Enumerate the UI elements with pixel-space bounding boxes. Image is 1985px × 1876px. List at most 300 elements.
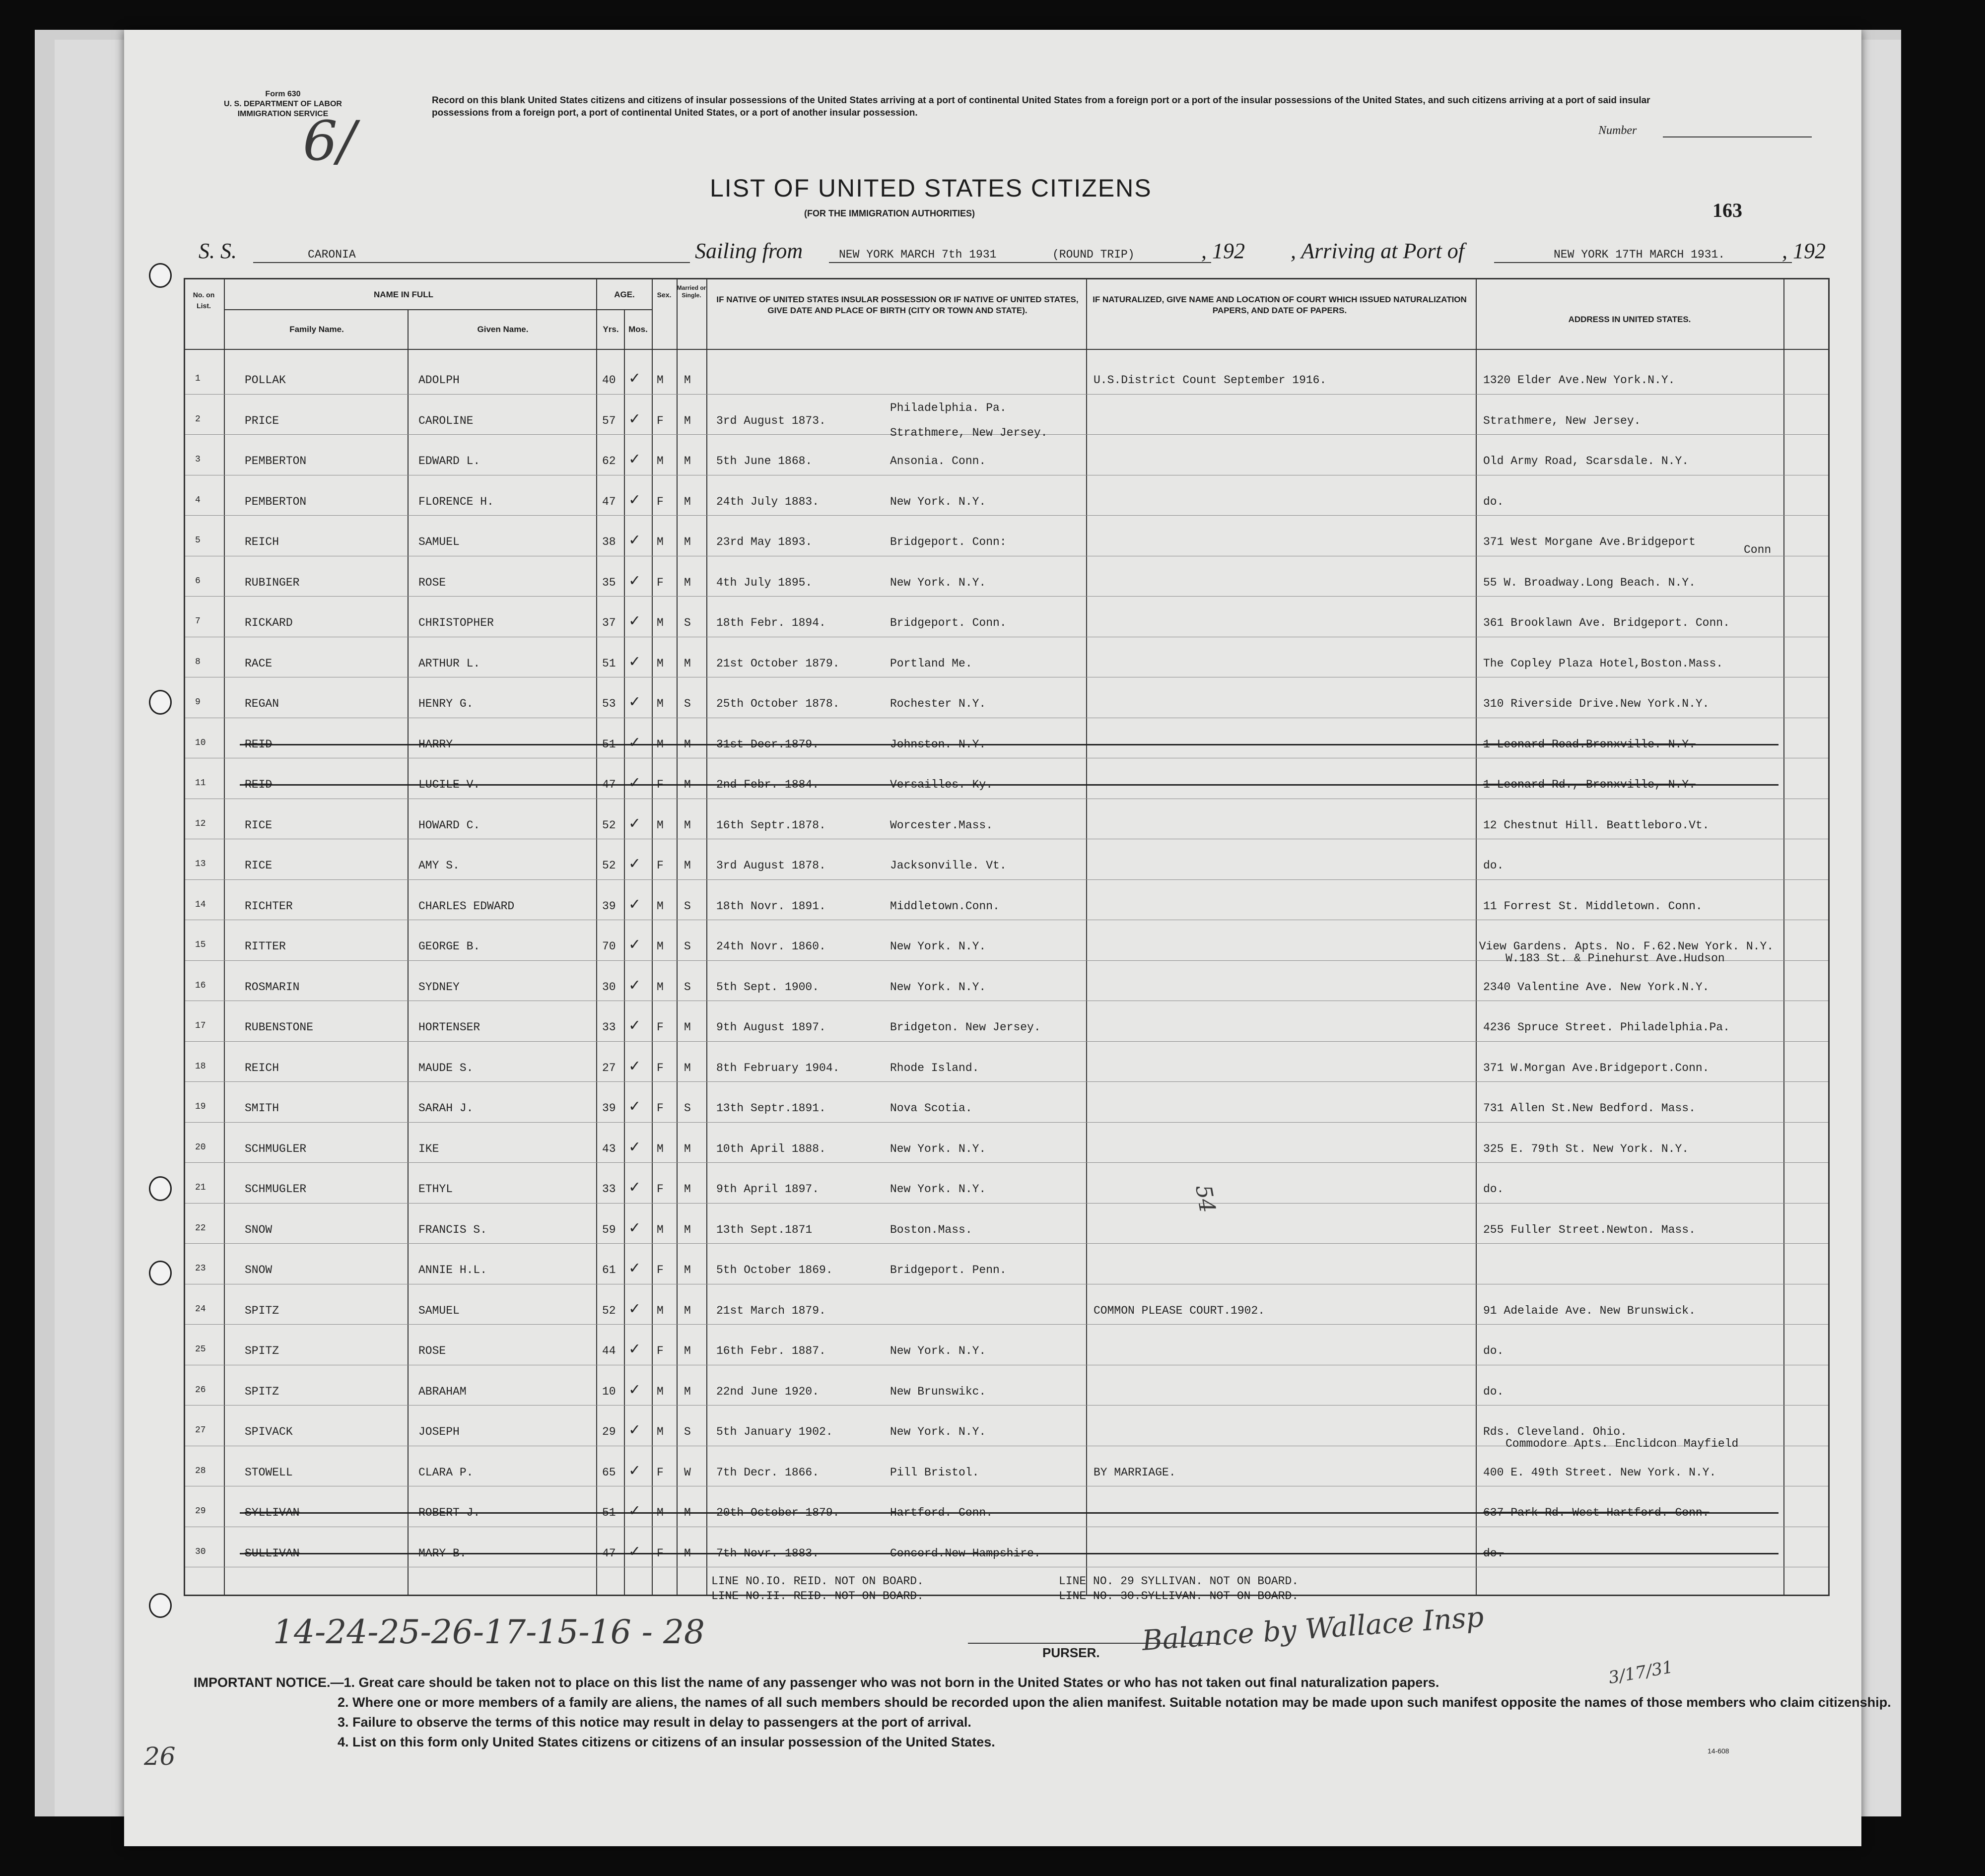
cell-no: 24	[195, 1304, 206, 1314]
cell-sex: F	[657, 1264, 664, 1276]
cell-marital-status: M	[684, 1264, 691, 1276]
cell-birth-date: 18th Novr. 1891.	[716, 899, 826, 913]
header-bottom	[185, 349, 1828, 350]
cell-birth-date: 8th February 1904.	[716, 1061, 840, 1074]
cell-naturalization: U.S.District Count September 1916.	[1094, 374, 1327, 387]
cell-birth-date: 5th Sept. 1900.	[716, 980, 820, 994]
handwritten-corner-number: 26	[144, 1742, 176, 1771]
cell-given-name: GEORGE B.	[418, 940, 480, 953]
cell-birth-place: Worcester.Mass.	[890, 818, 993, 832]
cell-age: 35	[602, 576, 616, 589]
cell-sex: M	[657, 1506, 664, 1519]
cell-birth-date: 18th Febr. 1894.	[716, 616, 826, 629]
cell-age: 65	[602, 1466, 616, 1479]
cell-given-name: ROBERT J.	[418, 1506, 480, 1519]
binder-ring	[149, 690, 172, 715]
handwritten-mark: 6/	[303, 109, 356, 173]
cell-address: 637 Park Rd. West Hartford. Conn.	[1483, 1506, 1710, 1519]
cell-age: 27	[602, 1061, 616, 1074]
cell-no: 29	[195, 1506, 206, 1516]
cell-address: 55 W. Broadway.Long Beach. N.Y.	[1483, 576, 1696, 589]
cell-birth-place: Ansonia. Conn.	[890, 455, 986, 468]
cell-birth-place: Pill Bristol.	[890, 1466, 979, 1479]
strike-through-line	[240, 784, 1779, 786]
handwritten-balance-note: Balance by Wallace Insp	[1141, 1601, 1485, 1657]
cell-given-name: ABRAHAM	[418, 1385, 467, 1398]
cell-family-name: SMITH	[245, 1102, 279, 1115]
cell-no: 20	[195, 1142, 206, 1152]
cell-family-name: RITTER	[245, 940, 286, 953]
cell-address: 400 E. 49th Street. New York. N.Y.	[1483, 1466, 1716, 1479]
important-notice: IMPORTANT NOTICE.—1. Great care should be taken not to place on this list the name of any passenger who was not born in the United States or who has not taken out final naturalization papers. 2. Where one or more members of a family are aliens, the names of all such members should be recorded upon the alien manifest. Suitable notation may be made upon such manifest opposite the names of those members who claim citizenship. 3. Failure to observe the terms of this notice may result in delay to passengers at the port of arrival. 4. List on this form only United States citizens or citizens of an insular possession of the United States.	[194, 1675, 1891, 1749]
cell-marital-status: M	[684, 859, 691, 872]
cell-address: 91 Adelaide Ave. New Brunswick.	[1483, 1304, 1696, 1317]
cell-sex: F	[657, 1546, 664, 1560]
number-label: Number	[1598, 124, 1637, 137]
cell-family-name: ROSMARIN	[245, 980, 300, 994]
cell-birth-place: Portland Me.	[890, 657, 972, 670]
cell-no: 8	[195, 657, 201, 667]
cell-birth-place: Bridgeport. Conn.	[890, 616, 1007, 629]
col-header-address: ADDRESS IN UNITED STATES.	[1568, 315, 1691, 324]
binder-ring	[149, 1593, 172, 1618]
cell-birth-place: Boston.Mass.	[890, 1223, 972, 1236]
year-field-2: , 192	[1782, 239, 1826, 263]
cell-given-name: MARY B.	[418, 1546, 467, 1560]
cell-birth-place: New York. N.Y.	[890, 940, 986, 953]
cell-address: 11 Forrest St. Middletown. Conn.	[1483, 899, 1703, 913]
footnote-line-10: LINE NO.IO. REID. NOT ON BOARD.	[711, 1575, 924, 1588]
cell-sex: M	[657, 536, 664, 548]
cell-birth-place: New York. N.Y.	[890, 576, 986, 589]
table-row	[185, 718, 1828, 759]
cell-address: View Gardens. Apts. No. F.62.New York. N.Y.	[1479, 940, 1774, 953]
cell-age: 47	[602, 778, 616, 791]
cell-address: 255 Fuller Street.Newton. Mass.	[1483, 1223, 1696, 1236]
cell-age: 53	[602, 697, 616, 710]
cell-birth-place: New York. N.Y.	[890, 495, 986, 508]
table-row	[185, 1042, 1828, 1082]
table-row	[185, 1406, 1828, 1450]
cell-age: 39	[602, 1102, 616, 1115]
cell-family-name: SPIVACK	[245, 1425, 293, 1438]
cell-marital-status: M	[684, 495, 691, 508]
cell-address: 371 W.Morgan Ave.Bridgeport.Conn.	[1483, 1061, 1710, 1074]
cell-sex: M	[657, 737, 664, 751]
cell-no: 15	[195, 940, 206, 950]
cell-birth-date: 5th January 1902.	[716, 1425, 833, 1438]
cell-no: 30	[195, 1546, 206, 1557]
cell-marital-status: S	[684, 1102, 691, 1115]
check-mark-icon: ✓	[629, 451, 640, 469]
cell-no: 25	[195, 1344, 206, 1354]
check-mark-icon: ✓	[629, 1179, 640, 1198]
cell-marital-status: M	[684, 536, 691, 548]
cell-address: 4236 Spruce Street. Philadelphia.Pa.	[1483, 1021, 1730, 1034]
cell-age: 59	[602, 1223, 616, 1236]
cell-sex: M	[657, 1304, 664, 1317]
cell-birth-place: Rhode Island.	[890, 1061, 979, 1074]
binder-ring	[149, 1176, 172, 1201]
cell-given-name: SYDNEY	[418, 980, 460, 994]
cell-age: 40	[602, 374, 616, 387]
cell-no: 26	[195, 1385, 206, 1395]
check-mark-icon: ✓	[629, 976, 640, 996]
table-row	[185, 1244, 1828, 1284]
cell-sex: M	[657, 899, 664, 913]
cell-no: 7	[195, 616, 201, 626]
cell-address-line2: W.183 St. & Pinehurst Ave.Hudson	[1506, 952, 1725, 965]
cell-birth-date: 22nd June 1920.	[716, 1385, 820, 1398]
cell-marital-status: S	[684, 697, 691, 710]
number-field	[1663, 136, 1812, 137]
cell-family-name: POLLAK	[245, 374, 286, 387]
cell-age: 10	[602, 1385, 616, 1398]
check-mark-icon: ✓	[629, 491, 640, 510]
ship-underline	[253, 262, 690, 263]
cell-birth-date: 5th June 1868.	[716, 455, 813, 468]
table-row	[185, 556, 1828, 597]
cell-sex: F	[657, 1061, 664, 1074]
cell-no: 18	[195, 1061, 206, 1072]
cell-birth-place: Rochester N.Y.	[890, 697, 986, 710]
strike-through-line	[240, 1553, 1779, 1554]
cell-birth-date: 3rd August 1878.	[716, 859, 826, 872]
ss-label: S. S.	[199, 239, 237, 263]
cell-birth-place: Philadelphia. Pa.	[890, 401, 1007, 414]
cell-marital-status: M	[684, 1183, 691, 1196]
cell-given-name: SAMUEL	[418, 536, 460, 548]
cell-family-name: REGAN	[245, 697, 279, 710]
col-header-family: Family Name.	[289, 325, 344, 334]
cell-address: The Copley Plaza Hotel,Boston.Mass.	[1483, 657, 1723, 670]
cell-address: do.	[1483, 1385, 1504, 1398]
check-mark-icon: ✓	[629, 1381, 640, 1400]
cell-marital-status: M	[684, 1021, 691, 1034]
cell-address: do.	[1483, 859, 1504, 872]
cell-sex: M	[657, 940, 664, 953]
ship-name: CARONIA	[308, 248, 356, 261]
cell-no: 13	[195, 859, 206, 869]
cell-given-name: EDWARD L.	[418, 455, 480, 468]
sailing-underline	[829, 262, 1211, 263]
cell-family-name: SCHMUGLER	[245, 1183, 307, 1196]
table-row	[185, 1365, 1828, 1406]
col-header-native: IF NATIVE OF UNITED STATES INSULAR POSSESSION OR IF NATIVE OF UNITED STATES, GIVE DATE AND PLACE OF BIRTH (CITY OR TOWN AND STATE).	[716, 295, 1079, 315]
cell-address: do.	[1483, 495, 1504, 508]
header-divider	[224, 309, 596, 310]
check-mark-icon: ✓	[629, 370, 640, 389]
table-row	[185, 1204, 1828, 1244]
cell-birth-place: Jacksonville. Vt.	[890, 859, 1007, 872]
table-row	[185, 1284, 1828, 1325]
cell-family-name: SNOW	[245, 1264, 273, 1276]
table-row	[185, 435, 1828, 475]
cell-age: 29	[602, 1425, 616, 1438]
cell-marital-status: M	[684, 1142, 691, 1155]
cell-marital-status: S	[684, 1425, 691, 1438]
cell-birth-date: 25th October 1878.	[716, 697, 840, 710]
cell-given-name: HOWARD C.	[418, 818, 480, 832]
table-row	[185, 758, 1828, 799]
cell-given-name: FRANCIS S.	[418, 1223, 487, 1236]
cell-birth-place: New York. N.Y.	[890, 1425, 986, 1438]
cell-family-name: SPITZ	[245, 1304, 279, 1317]
cell-sex: M	[657, 1142, 664, 1155]
cell-marital-status: M	[684, 1385, 691, 1398]
col-header-name: NAME IN FULL	[374, 290, 433, 299]
col-header-given: Given Name.	[477, 325, 529, 334]
cell-no: 28	[195, 1466, 206, 1476]
cell-family-name: SPITZ	[245, 1344, 279, 1357]
check-mark-icon: ✓	[629, 1057, 640, 1076]
cell-marital-status: M	[684, 1223, 691, 1236]
table-row	[185, 799, 1828, 840]
footnote-line-29: LINE NO. 29 SYLLIVAN. NOT ON BOARD.	[1059, 1575, 1299, 1588]
cell-sex: F	[657, 1021, 664, 1034]
cell-age: 62	[602, 455, 616, 468]
strike-through-line	[240, 1512, 1779, 1514]
cell-age: 51	[602, 657, 616, 670]
cell-marital-status: M	[684, 657, 691, 670]
passenger-table	[184, 278, 1830, 1603]
arriving-label: , Arriving at Port of	[1291, 239, 1464, 263]
cell-sex: F	[657, 495, 664, 508]
cell-birth-date: 21st October 1879.	[716, 657, 840, 670]
cell-given-name: ANNIE H.L.	[418, 1264, 487, 1276]
cell-given-name: FLORENCE H.	[418, 495, 494, 508]
cell-no: 21	[195, 1183, 206, 1193]
cell-age: 33	[602, 1021, 616, 1034]
form-code: 14-608	[1708, 1747, 1729, 1755]
cell-family-name: RICE	[245, 859, 273, 872]
cell-given-name: CAROLINE	[418, 414, 474, 427]
cell-family-name: SYLLIVAN	[245, 1506, 300, 1519]
check-mark-icon: ✓	[629, 734, 640, 753]
cell-sex: M	[657, 1385, 664, 1398]
cell-age: 44	[602, 1344, 616, 1357]
cell-family-name: SPITZ	[245, 1385, 279, 1398]
sailing-from-label: Sailing from	[695, 239, 803, 263]
cell-birth-date: 7th Novr. 1883.	[716, 1546, 820, 1560]
cell-address: 1320 Elder Ave.New York.N.Y.	[1483, 374, 1675, 387]
table-row	[185, 880, 1828, 921]
cell-birth-place: New York. N.Y.	[890, 1142, 986, 1155]
col-header-married: Married or Single.	[677, 284, 706, 299]
cell-family-name: STOWELL	[245, 1466, 293, 1479]
cell-marital-status: M	[684, 374, 691, 387]
cell-birth-place: Concord.New Hampshire.	[890, 1546, 1041, 1560]
cell-age: 52	[602, 1304, 616, 1317]
table-row	[185, 920, 1828, 965]
cell-marital-status: M	[684, 576, 691, 589]
cell-marital-status: M	[684, 778, 691, 791]
cell-birth-date: 4th July 1895.	[716, 576, 813, 589]
cell-sex: F	[657, 576, 664, 589]
cell-age: 47	[602, 1546, 616, 1560]
cell-address-line2: Commodore Apts. Enclidcon Mayfield	[1506, 1437, 1739, 1450]
cell-address: do.	[1483, 1344, 1504, 1357]
cell-birth-place: Bridgeport. Conn:	[890, 536, 1007, 548]
cell-given-name: IKE	[418, 1142, 439, 1155]
cell-no: 5	[195, 536, 201, 545]
cell-sex: M	[657, 1223, 664, 1236]
handwritten-stamp-number: 54	[1190, 1183, 1220, 1215]
cell-no: 1	[195, 374, 201, 384]
cell-marital-status: M	[684, 1546, 691, 1560]
check-mark-icon: ✓	[629, 693, 640, 712]
cell-no: 22	[195, 1223, 206, 1233]
cell-birth-place: Johnston. N.Y.	[890, 737, 986, 751]
manifest-page	[124, 30, 1891, 1846]
cell-birth-date: 23rd May 1893.	[716, 536, 813, 548]
cell-given-name: ROSE	[418, 576, 446, 589]
check-mark-icon: ✓	[629, 1138, 640, 1157]
cell-birth-date: 5th October 1869.	[716, 1264, 833, 1276]
check-mark-icon: ✓	[629, 1421, 640, 1440]
cell-given-name: ROSE	[418, 1344, 446, 1357]
cell-family-name: RACE	[245, 657, 273, 670]
cell-age: 38	[602, 536, 616, 548]
cell-given-name: SAMUEL	[418, 1304, 460, 1317]
table-row	[185, 1082, 1828, 1123]
cell-family-name: RUBINGER	[245, 576, 300, 589]
cell-age: 30	[602, 980, 616, 994]
cell-given-name: HENRY G.	[418, 697, 474, 710]
cell-given-name: HORTENSER	[418, 1021, 480, 1034]
col-header-yrs: Yrs.	[603, 325, 619, 334]
check-mark-icon: ✓	[629, 1219, 640, 1238]
cell-family-name: SNOW	[245, 1223, 273, 1236]
cell-family-name: REICH	[245, 536, 279, 548]
cell-birth-place: New York. N.Y.	[890, 1344, 986, 1357]
cell-given-name: CLARA P.	[418, 1466, 474, 1479]
cell-address: do.	[1483, 1183, 1504, 1196]
check-mark-icon: ✓	[629, 1542, 640, 1562]
cell-family-name: SULLIVAN	[245, 1546, 300, 1560]
cell-family-name: RICKARD	[245, 616, 293, 629]
cell-no: 16	[195, 980, 206, 991]
check-mark-icon: ✓	[629, 532, 640, 550]
cell-sex: F	[657, 1344, 664, 1357]
cell-marital-status: M	[684, 1304, 691, 1317]
cell-sex: M	[657, 697, 664, 710]
check-mark-icon: ✓	[629, 1300, 640, 1319]
table-row	[185, 1486, 1828, 1527]
cell-address-line2: Conn	[1744, 543, 1772, 556]
table-row	[185, 395, 1828, 439]
cell-given-name: MAUDE S.	[418, 1061, 474, 1074]
cell-marital-status: M	[684, 1506, 691, 1519]
cell-birth-place: New Brunswikc.	[890, 1385, 986, 1398]
cell-birth-place: Bridgeton. New Jersey.	[890, 1021, 1041, 1034]
cell-address: Strathmere, New Jersey.	[1483, 414, 1641, 427]
handwritten-line-numbers: 14-24-25-26-17-15-16 - 28	[273, 1613, 705, 1651]
cell-age: 52	[602, 818, 616, 832]
check-mark-icon: ✓	[629, 814, 640, 834]
cell-birth-date: 2nd Febr. 1884.	[716, 778, 820, 791]
arriving-value: NEW YORK 17TH MARCH 1931.	[1554, 248, 1725, 261]
cell-family-name: PRICE	[245, 414, 279, 427]
cell-age: 61	[602, 1264, 616, 1276]
table-row	[185, 1001, 1828, 1042]
cell-birth-date: 13th Septr.1891.	[716, 1102, 826, 1115]
cell-age: 51	[602, 1506, 616, 1519]
cell-address: 310 Riverside Drive.New York.N.Y.	[1483, 697, 1710, 710]
cell-no: 4	[195, 495, 201, 505]
strike-through-line	[240, 744, 1779, 745]
cell-address: 325 E. 79th St. New York. N.Y.	[1483, 1142, 1689, 1155]
table-row	[185, 1446, 1828, 1487]
cell-sex: F	[657, 1466, 664, 1479]
cell-address: do.	[1483, 1546, 1504, 1560]
cell-birth-date: 7th Decr. 1866.	[716, 1466, 820, 1479]
col-header-mos: Mos.	[628, 325, 648, 334]
intro-text: Record on this blank United States citizens and citizens of insular possessions of the United States arriving at a port of continental United States from a foreign port or a port of the insular possessions of the United States, and such citizens arriving at a port of said insular possessions from a foreign port, a port of continental United States, or a port of another insular possession.	[432, 95, 1650, 118]
cell-birth-date: 16th Septr.1878.	[716, 818, 826, 832]
cell-birth-date: 16th Febr. 1887.	[716, 1344, 826, 1357]
check-mark-icon: ✓	[629, 1462, 640, 1481]
cell-family-name: PEMBERTON	[245, 495, 307, 508]
table-row	[185, 961, 1828, 1002]
table-row	[185, 1325, 1828, 1365]
cell-birth-place: Bridgeport. Penn.	[890, 1264, 1007, 1276]
cell-given-name: CHARLES EDWARD	[418, 899, 515, 913]
col-header-no: No. on List.	[193, 291, 215, 310]
cell-naturalization: BY MARRIAGE.	[1094, 1466, 1176, 1479]
col-header-naturalized: IF NATURALIZED, GIVE NAME AND LOCATION OF COURT WHICH ISSUED NATURALIZATION PAPERS, AND DATE OF PAPERS.	[1093, 295, 1467, 315]
cell-marital-status: M	[684, 737, 691, 751]
cell-family-name: PEMBERTON	[245, 455, 307, 468]
cell-no: 6	[195, 576, 201, 586]
cell-sex: M	[657, 616, 664, 629]
table-row	[185, 637, 1828, 678]
cell-no: 19	[195, 1102, 206, 1112]
cell-given-name: JOSEPH	[418, 1425, 460, 1438]
cell-family-name: REID	[245, 778, 273, 791]
cell-address: 12 Chestnut Hill. Beattleboro.Vt.	[1483, 818, 1710, 832]
cell-given-name: AMY S.	[418, 859, 460, 872]
cell-address: 371 West Morgane Ave.Bridgeport	[1483, 536, 1696, 548]
cell-family-name: REICH	[245, 1061, 279, 1074]
cell-family-name: RICHTER	[245, 899, 293, 913]
cell-birth-place-alt: Strathmere, New Jersey.	[890, 426, 1048, 439]
table-row	[185, 677, 1828, 718]
page-subtitle: (FOR THE IMMIGRATION AUTHORITIES)	[804, 208, 975, 218]
binder-ring	[149, 1261, 172, 1285]
cell-marital-status: S	[684, 980, 691, 994]
cell-no: 12	[195, 818, 206, 829]
cell-birth-place: Nova Scotia.	[890, 1102, 972, 1115]
cell-sex: F	[657, 1183, 664, 1196]
cell-no: 27	[195, 1425, 206, 1435]
check-mark-icon: ✓	[629, 855, 640, 874]
table-row	[185, 839, 1828, 880]
check-mark-icon: ✓	[629, 774, 640, 793]
cell-birth-date: 20th October 1879.	[716, 1506, 840, 1519]
table-row	[185, 597, 1828, 637]
cell-sex: M	[657, 1425, 664, 1438]
cell-birth-date: 24th July 1883.	[716, 495, 820, 508]
cell-birth-date: 21st March 1879.	[716, 1304, 826, 1317]
cell-address: 2340 Valentine Ave. New York.N.Y.	[1483, 980, 1710, 994]
cell-no: 2	[195, 414, 201, 424]
sailing-from-value: NEW YORK MARCH 7th 1931	[839, 248, 997, 261]
cell-marital-status: M	[684, 414, 691, 427]
arriving-underline	[1494, 262, 1792, 263]
check-mark-icon: ✓	[629, 1098, 640, 1117]
cell-sex: F	[657, 1102, 664, 1115]
